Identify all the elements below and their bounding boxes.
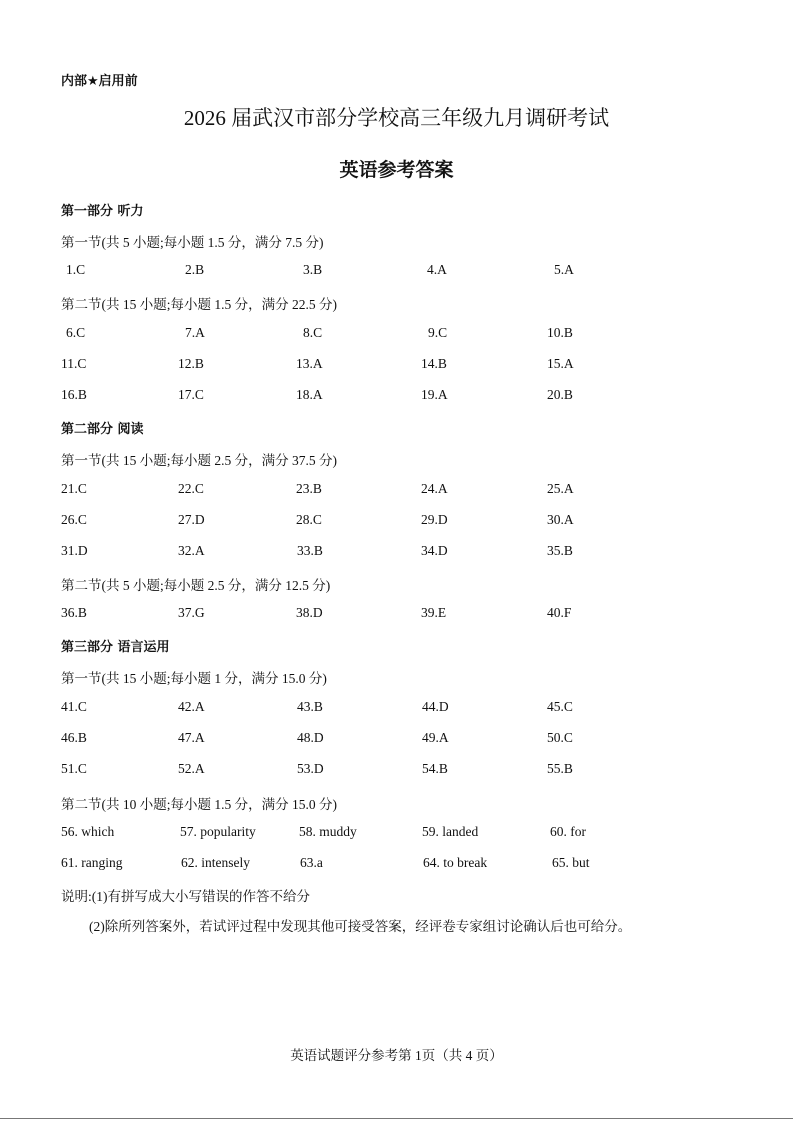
answer-cell: 35.B (547, 543, 573, 558)
answer-cell: 6.C (66, 325, 86, 340)
answer-cell: 20.B (547, 387, 573, 402)
part2-section2-heading: 第二节(共 5 小题;每小题 2.5 分，满分 12.5 分) (61, 578, 331, 593)
answer-cell: 12.B (178, 356, 204, 371)
answer-cell: 21.C (61, 481, 87, 496)
part1-section2-heading: 第二节(共 15 小题;每小题 1.5 分，满分 22.5 分) (61, 297, 337, 312)
answer-row (0, 699, 793, 719)
answer-cell: 38.D (296, 605, 323, 620)
answer-cell: 11.C (61, 356, 87, 371)
answer-cell: 65. but (552, 855, 590, 870)
answer-cell: 18.A (296, 387, 323, 402)
answer-cell: 51.C (61, 761, 87, 776)
answer-cell: 63.a (300, 855, 323, 870)
answer-row (0, 730, 793, 750)
answer-cell: 59. landed (422, 824, 479, 839)
answer-cell: 28.C (296, 512, 322, 527)
grading-note-2: (2)除所列答案外，若试评过程中发现其他可接受答案，经评卷专家组讨论确认后也可给分。 (89, 919, 632, 934)
page-footer: 英语试题评分参考第 1页（共 4 页） (290, 1048, 503, 1063)
answer-row (0, 512, 793, 532)
answer-cell: 46.B (61, 730, 87, 745)
answer-cell: 4.A (427, 262, 447, 277)
part1-section1-heading: 第一节(共 5 小题;每小题 1.5 分，满分 7.5 分) (61, 235, 324, 250)
answer-cell: 22.C (178, 481, 204, 496)
part2-heading: 第二部分 阅读 (61, 422, 144, 437)
answer-cell: 23.B (296, 481, 322, 496)
answer-cell: 54.B (422, 761, 448, 776)
answer-cell: 24.A (421, 481, 448, 496)
answer-cell: 50.C (547, 730, 573, 745)
answer-row (0, 325, 793, 345)
part2-section1-heading: 第一节(共 15 小题;每小题 2.5 分，满分 37.5 分) (61, 453, 337, 468)
answer-cell: 10.B (547, 325, 573, 340)
answer-row (0, 605, 793, 625)
answer-cell: 8.C (303, 325, 323, 340)
answer-cell: 62. intensely (181, 855, 250, 870)
answer-cell: 47.A (178, 730, 205, 745)
page-subtitle: 英语参考答案 (339, 159, 454, 181)
answer-row (0, 262, 793, 282)
answer-cell: 19.A (421, 387, 448, 402)
answer-cell: 9.C (428, 325, 448, 340)
answer-cell: 26.C (61, 512, 87, 527)
answer-row (0, 356, 793, 376)
answer-row (0, 481, 793, 501)
answer-cell: 32.A (178, 543, 205, 558)
answer-cell: 30.A (547, 512, 574, 527)
answer-cell: 41.C (61, 699, 87, 714)
answer-cell: 43.B (297, 699, 323, 714)
answer-cell: 33.B (297, 543, 323, 558)
answer-cell: 45.C (547, 699, 573, 714)
answer-cell: 44.D (422, 699, 449, 714)
answer-cell: 34.D (421, 543, 448, 558)
answer-cell: 2.B (185, 262, 205, 277)
answer-cell: 52.A (178, 761, 205, 776)
answer-cell: 58. muddy (299, 824, 357, 839)
answer-cell: 60. for (550, 824, 586, 839)
answer-row (0, 855, 793, 875)
answer-cell: 55.B (547, 761, 573, 776)
part1-heading: 第一部分 听力 (61, 204, 144, 219)
page-bottom-divider (0, 1118, 793, 1119)
answer-cell: 40.F (547, 605, 572, 620)
answer-cell: 61. ranging (61, 855, 123, 870)
answer-cell: 1.C (66, 262, 86, 277)
answer-cell: 13.A (296, 356, 323, 371)
answer-cell: 53.D (297, 761, 324, 776)
answer-cell: 49.A (422, 730, 449, 745)
answer-cell: 17.C (178, 387, 204, 402)
answer-cell: 64. to break (423, 855, 488, 870)
answer-cell: 25.A (547, 481, 574, 496)
answer-cell: 39.E (421, 605, 447, 620)
answer-cell: 56. which (61, 824, 115, 839)
answer-cell: 36.B (61, 605, 87, 620)
answer-cell: 57. popularity (180, 824, 256, 839)
page-title: 2026 届武汉市部分学校高三年级九月调研考试 (183, 106, 610, 130)
answer-row (0, 761, 793, 781)
answer-cell: 42.A (178, 699, 205, 714)
answer-row (0, 387, 793, 407)
answer-row (0, 824, 793, 844)
answer-cell: 31.D (61, 543, 88, 558)
answer-cell: 27.D (178, 512, 205, 527)
answer-cell: 14.B (421, 356, 447, 371)
answer-cell: 29.D (421, 512, 448, 527)
grading-note-1: 说明:(1)有拼写成大小写错误的作答不给分 (61, 889, 310, 904)
classification-label: 内部★启用前 (61, 74, 138, 89)
answer-cell: 15.A (547, 356, 574, 371)
part3-section2-heading: 第二节(共 10 小题;每小题 1.5 分，满分 15.0 分) (61, 797, 337, 812)
answer-cell: 3.B (303, 262, 323, 277)
answer-cell: 37.G (178, 605, 205, 620)
part3-section1-heading: 第一节(共 15 小题;每小题 1 分，满分 15.0 分) (61, 671, 327, 686)
answer-cell: 16.B (61, 387, 87, 402)
answer-cell: 7.A (185, 325, 205, 340)
answer-cell: 5.A (554, 262, 574, 277)
answer-row (0, 543, 793, 563)
part3-heading: 第三部分 语言运用 (61, 640, 170, 655)
answer-cell: 48.D (297, 730, 324, 745)
